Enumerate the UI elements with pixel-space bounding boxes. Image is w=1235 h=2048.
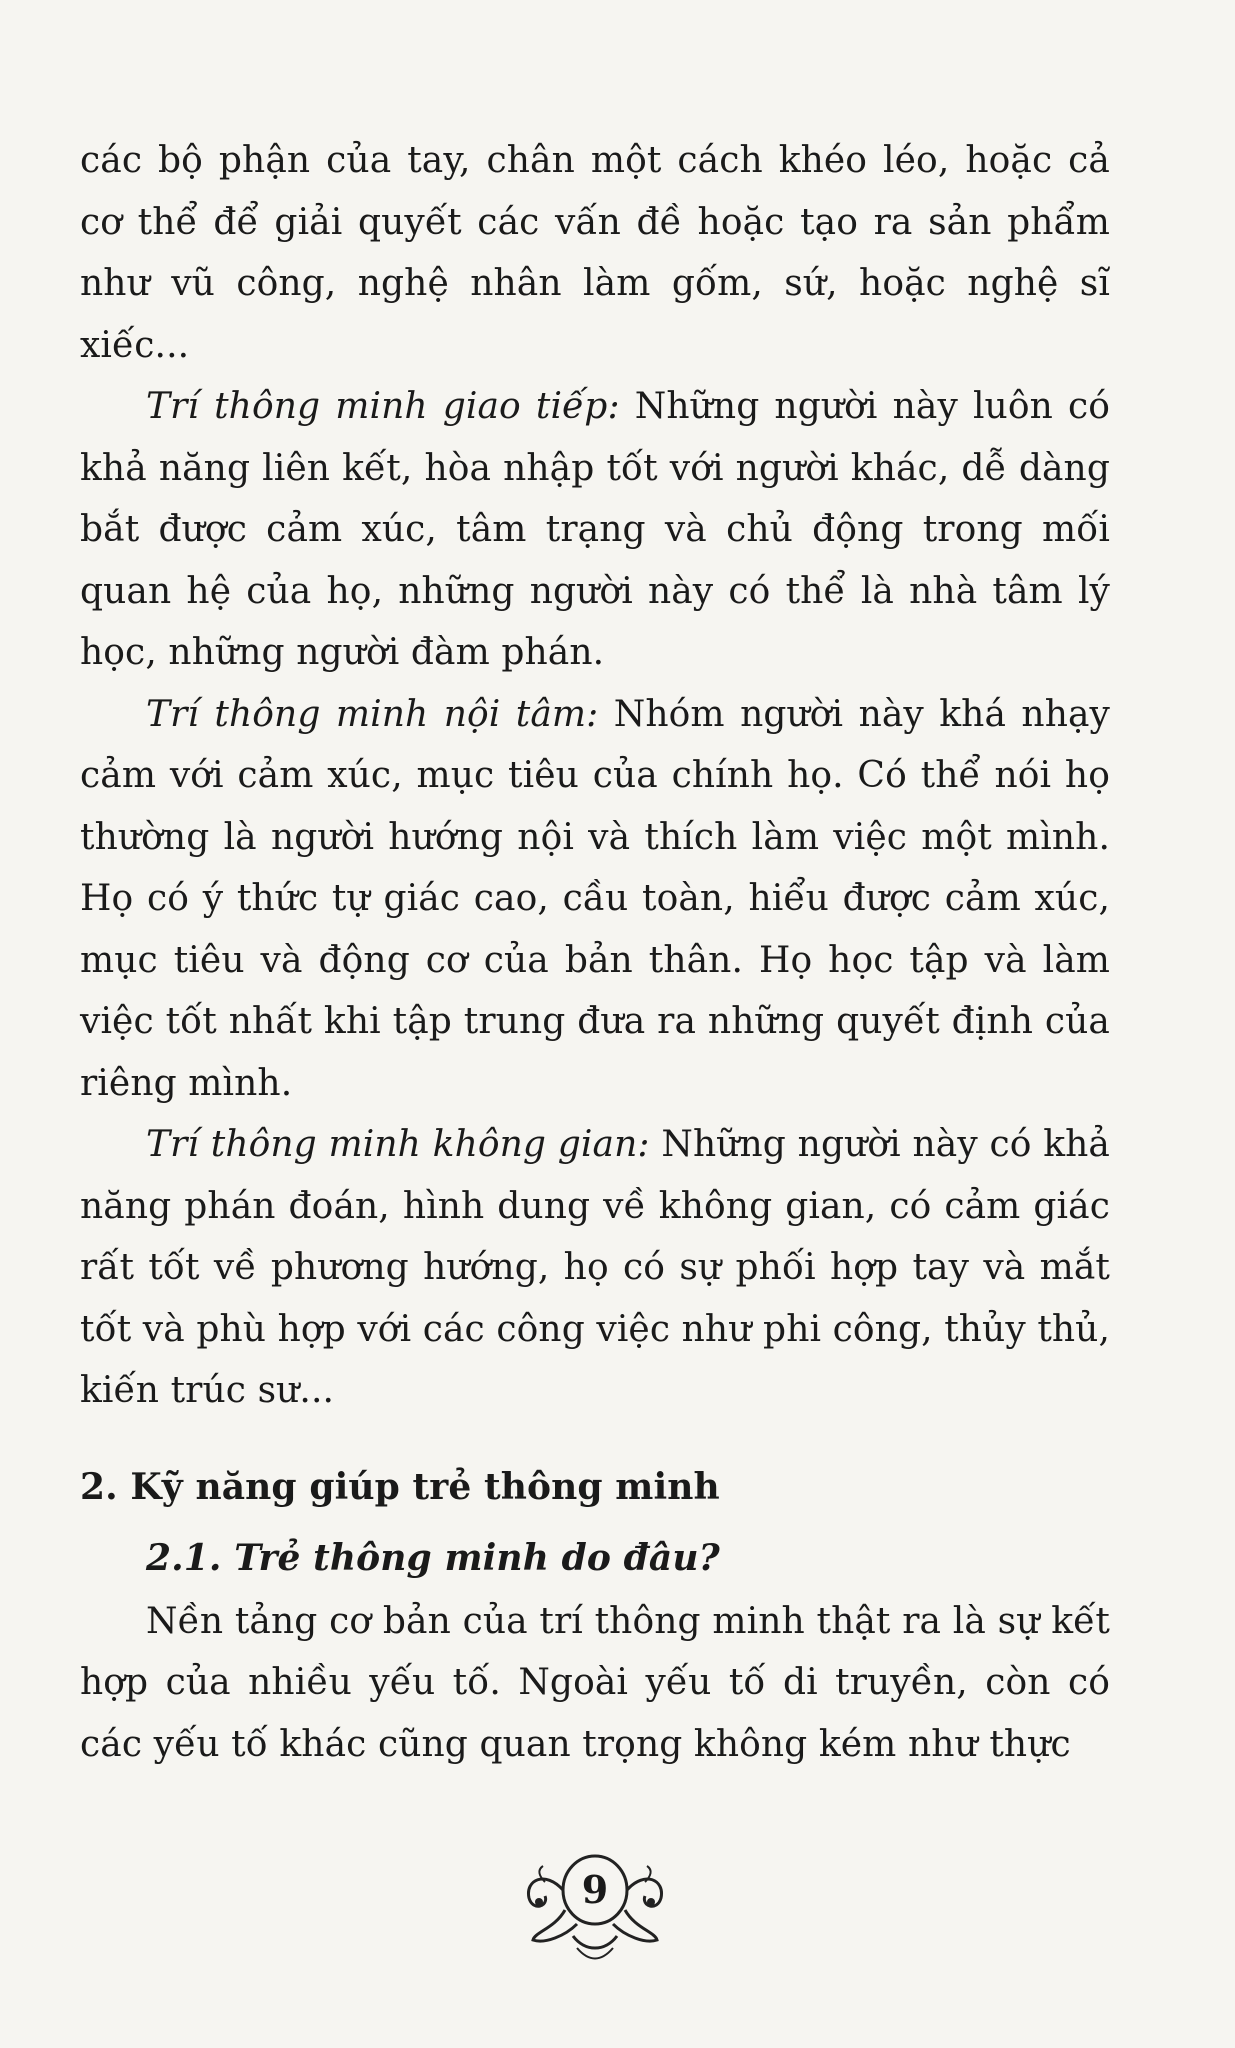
page-number-ornament — [515, 1840, 675, 1970]
intrapersonal-term: Trí thông minh nội tâm: — [146, 693, 599, 735]
spatial-text: Những người này có khả năng phán đoán, hình dung về không gian, có cảm giác rất tốt về phương hướng, họ có sự phối hợp tay và mắt tốt và phù hợp với các công việc như phi công, thủy thủ, kiến trúc sư... — [80, 1124, 1110, 1411]
body-text — [80, 130, 1110, 1775]
interpersonal-paragraph — [80, 376, 1110, 684]
section-heading: 2. Kỹ năng giúp trẻ thông minh — [80, 1465, 720, 1508]
intro-text: các bộ phận của tay, chân một cách khéo léo, hoặc cả cơ thể để giải quyết các vấn đề hoặc tạo ra sản phẩm như vũ công, nghệ nhân làm gốm, sứ, hoặc nghệ sĩ xiếc... — [80, 140, 1110, 366]
interpersonal-term: Trí thông minh giao tiếp: — [146, 386, 620, 427]
closing-paragraph — [80, 1591, 1110, 1776]
spatial-paragraph — [80, 1114, 1110, 1422]
intrapersonal-paragraph — [80, 684, 1110, 1115]
interpersonal-text: Những người này luôn có khả năng liên kết, hòa nhập tốt với người khác, dễ dàng bắt được cảm xúc, tâm trạng và chủ động trong mối quan hệ của họ, những người này có thể là nhà tâm lý học, những người đàm phán. — [80, 386, 1111, 673]
closing-text: Nền tảng cơ bản của trí thông minh thật ra là sự kết hợp của nhiều yếu tố. Ngoài yếu tố di truyền, còn có các yếu tố khác cũng quan trọng không kém như thực — [80, 1600, 1110, 1765]
page-number: 9 — [581, 1867, 609, 1912]
intro-paragraph — [80, 130, 1110, 376]
intrapersonal-text: Nhóm người này khá nhạy cảm với cảm xúc, mục tiêu của chính họ. Có thể nói họ thường là người hướng nội và thích làm việc một mình. Họ có ý thức tự giác cao, cầu toàn, hiểu được cảm xúc, mục tiêu và động cơ của bản thân. Họ học tập và làm việc tốt nhất khi tập trung đưa ra những quyết định của riêng mình. — [80, 693, 1110, 1104]
spatial-term: Trí thông minh không gian: — [146, 1124, 650, 1165]
subsection-heading: 2.1. Trẻ thông minh do đâu? — [146, 1536, 720, 1579]
